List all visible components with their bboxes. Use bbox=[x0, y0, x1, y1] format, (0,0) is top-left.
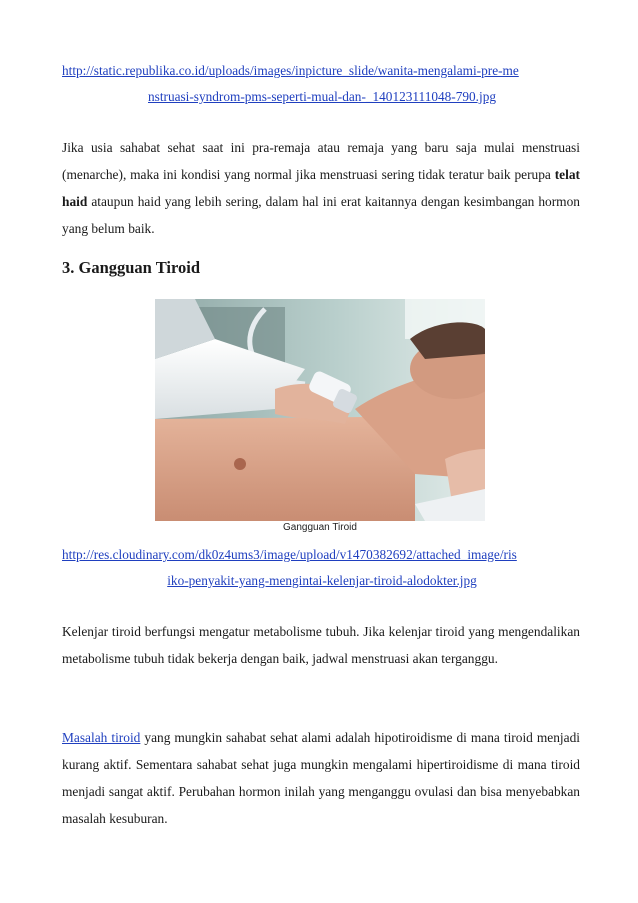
source-link-2-line-2[interactable]: iko-penyakit-yang-mengintai-kelenjar-tiroid-alodokter.jpg bbox=[167, 573, 477, 588]
image-source-link-1[interactable] bbox=[62, 58, 582, 110]
figure-caption: Gangguan Tiroid bbox=[283, 522, 357, 533]
paragraph-text: ataupun haid yang lebih sering, dalam hal ini erat kaitannya dengan kesimbangan hormon yang belum baik. bbox=[62, 194, 580, 236]
paragraph-menarche bbox=[62, 134, 580, 242]
paragraph-text: yang mungkin sahabat sehat alami adalah hipotiroidisme di mana tiroid menjadi kurang aktif. Sementara sahabat sehat juga mungkin mengalami hipertiroidisme di mana tiroid menjadi sangat aktif. Perubahan hormon inilah yang menganggu ovulasi dan bisa menyebabkan masalah kesuburan. bbox=[62, 730, 580, 826]
paragraph-text: Jika usia sahabat sehat saat ini pra-remaja atau remaja yang baru saja mulai menstruasi (menarche), maka ini kondisi yang normal jika menstruasi sering tidak teratur baik perupa bbox=[62, 140, 580, 182]
section-heading: 3. Gangguan Tiroid bbox=[62, 258, 201, 277]
source-link-1-line-2[interactable]: nstruasi-syndrom-pms-seperti-mual-dan-_140123111048-790.jpg bbox=[148, 89, 496, 104]
paragraph-thyroid-problems bbox=[62, 724, 580, 832]
source-link-2-line-1[interactable]: http://res.cloudinary.com/dk0z4ums3/image/upload/v1470382692/attached_image/ris bbox=[62, 547, 517, 562]
bold-term: telat haid bbox=[62, 167, 580, 209]
paragraph-thyroid-function: Kelenjar tiroid berfungsi mengatur metabolisme tubuh. Jika kelenjar tiroid yang mengendalikan metabolisme tubuh tidak bekerja dengan baik, jadwal menstruasi akan terganggu. bbox=[62, 624, 580, 666]
source-link-1-line-1[interactable]: http://static.republika.co.id/uploads/images/inpicture_slide/wanita-mengalami-pre-me bbox=[62, 63, 519, 78]
thyroid-problem-link[interactable]: Masalah tiroid bbox=[62, 730, 141, 745]
thyroid-ultrasound-photo bbox=[155, 299, 485, 521]
image-source-link-2[interactable] bbox=[62, 542, 582, 594]
